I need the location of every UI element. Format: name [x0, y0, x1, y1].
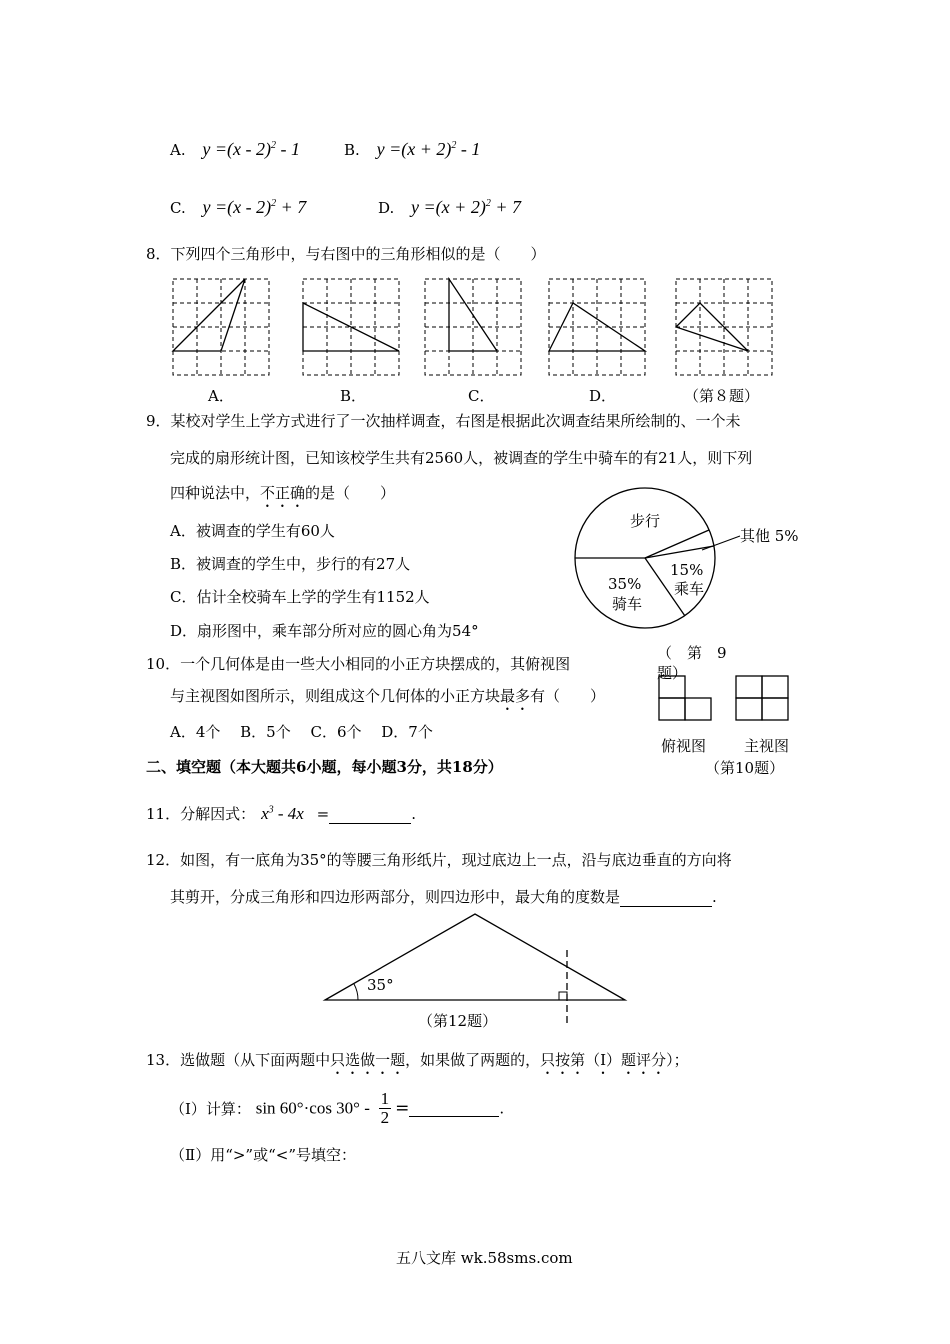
q9-pie-chart — [570, 478, 830, 648]
q7-option-b-label: B. — [344, 141, 360, 159]
q7-option-a-tail: - 1 — [276, 139, 300, 159]
q10-line2 — [170, 685, 605, 714]
q9-line2: 完成的扇形统计图，已知该校学生共有2560人，被调查的学生中骑车的有21人，则下列 — [170, 449, 753, 467]
pie-label-walk: 步行 — [630, 512, 661, 530]
q13-frac-den: 2 — [380, 1108, 390, 1127]
q11-text: 11．分解因式： — [146, 805, 256, 823]
q8-label-a: A． — [208, 387, 234, 405]
q10-line2-post: 有（ ） — [530, 687, 606, 705]
q11-expr-a: x — [261, 804, 269, 823]
q8-text: 8．下列四个三角形中，与右图中的三角形相似的是（ ） — [146, 245, 546, 263]
pie-label-other: 其他 5% — [740, 527, 799, 545]
q11-answer-blank[interactable] — [329, 807, 411, 824]
q10-front-view — [736, 676, 788, 720]
footer-text: 五八文库 wk.58sms.com — [396, 1249, 573, 1267]
q9-caption-b: 题） — [657, 664, 688, 682]
q7-option-c-expr: y =(x - 2) — [202, 197, 272, 217]
q8-figure-c — [425, 279, 521, 375]
q8-label-b: B． — [340, 387, 367, 405]
q11-eq: = — [311, 805, 330, 823]
q9-line3-post: 的是（ ） — [305, 484, 396, 502]
q9-line3 — [170, 482, 395, 511]
q7-option-d — [378, 197, 521, 218]
q13-part2: （Ⅱ）用“>”或“<”号填空： — [170, 1146, 357, 1164]
q11 — [146, 803, 416, 824]
q12-line2 — [170, 886, 717, 907]
q9-line3-emphasis: 不正确 — [260, 484, 306, 502]
q9-caption-a: （ 第 9 — [657, 644, 727, 662]
q10-line2-emphasis: 最多 — [500, 687, 531, 705]
section2-title: 二、填空题（本大题共6小题，每小题3分，共18分） — [146, 758, 503, 776]
q7-option-a-label: A. — [170, 141, 186, 159]
q8-figure-a — [173, 279, 269, 375]
q8-figure-ref — [676, 279, 772, 375]
q9-line1: 9．某校对学生上学方式进行了一次抽样调查，右图是根据此次调查结果所绘制的、一个未 — [146, 412, 741, 430]
q7-option-d-tail: + 7 — [490, 197, 521, 217]
q12-end: . — [712, 888, 717, 906]
q13-part1-end: . — [499, 1099, 505, 1118]
q13-answer-blank[interactable] — [409, 1100, 499, 1117]
q9-option-c: C．估计全校骑车上学的学生有1152人 — [170, 588, 430, 606]
q8-figure-b — [303, 279, 399, 375]
pie-label-bike-pct: 35% — [608, 575, 642, 593]
q7-option-a-sup: 2 — [271, 140, 276, 151]
pie-label-bike: 骑车 — [612, 595, 643, 613]
q8-figures — [0, 270, 950, 400]
q7-option-c — [170, 197, 306, 218]
q13-part1-expr: sin 60°·cos 30° - — [255, 1098, 370, 1118]
q8-label-c: C． — [468, 387, 495, 405]
q12-line1: 12．如图，有一底角为35°的等腰三角形纸片，现过底边上一点，沿与底边垂直的方向将 — [146, 851, 732, 869]
q11-expr-sup: 3 — [268, 804, 274, 816]
q7-option-b — [344, 139, 480, 160]
q7-option-a — [170, 139, 300, 160]
q9-line3-pre: 四种说法中， — [170, 484, 261, 502]
q13-part1 — [170, 1090, 504, 1134]
q10-top-view-label: 俯视图 — [661, 737, 707, 755]
q10-options: A．4个 B．5个 C．6个 D．7个 — [170, 723, 433, 741]
q7-option-d-expr: y =(x + 2) — [411, 197, 486, 217]
pie-label-bus: 乘车 — [674, 580, 705, 598]
q10-line2-pre: 与主视图如图所示，则组成这个几何体的小正方块 — [170, 687, 501, 705]
q9-option-a: A．被调查的学生有60人 — [170, 522, 335, 540]
q12-answer-blank[interactable] — [620, 890, 712, 907]
q9-option-d: D．扇形图中，乘车部分所对应的圆心角为54° — [170, 622, 479, 640]
q12-angle-label: 35° — [367, 976, 394, 994]
pie-label-bus-pct: 15% — [670, 561, 704, 579]
q7-option-a-expr: y =(x - 2) — [202, 139, 271, 159]
q10-caption: （第10题） — [705, 759, 785, 777]
q13-pre: 13．选做题（从下面两题中 — [146, 1051, 331, 1069]
q7-option-b-tail: - 1 — [456, 139, 481, 159]
q7-option-c-sup: 2 — [271, 198, 277, 209]
q11-end: . — [411, 805, 416, 823]
q8-caption: （第８题） — [684, 387, 760, 405]
q7-option-b-expr: y =(x + 2) — [376, 139, 452, 159]
q7-option-c-label: C. — [170, 199, 186, 217]
q10-top-view — [659, 676, 711, 720]
q7-option-d-label: D. — [378, 199, 395, 217]
q13-part1-label: （Ⅰ）计算： — [170, 1100, 251, 1118]
q10-front-view-label: 主视图 — [744, 737, 790, 755]
q13-mid: ，如果做了两题的， — [405, 1051, 541, 1069]
q10-views — [658, 675, 798, 725]
q12-line2-text: 其剪开，分成三角形和四边形两部分，则四边形中，最大角的度数是 — [170, 888, 621, 906]
q7-option-d-sup: 2 — [485, 198, 491, 209]
q10-line1: 10．一个几何体是由一些大小相同的小正方块摆成的，其俯视图 — [146, 655, 571, 673]
q7-option-c-tail: + 7 — [276, 197, 307, 217]
q13-part1-eq: = — [395, 1098, 410, 1119]
q13-fraction — [379, 1090, 392, 1127]
q9-option-b: B．被调查的学生中，步行的有27人 — [170, 555, 411, 573]
q13-emphasis-2: 只按第（Ⅰ）题评分 — [540, 1051, 667, 1069]
q13-emphasis-1: 只选做一题 — [330, 1051, 406, 1069]
q13-frac-num: 1 — [380, 1089, 390, 1108]
q11-expr-b: - 4x — [273, 804, 304, 823]
q12-caption: （第12题） — [418, 1012, 498, 1030]
q13-title — [146, 1049, 689, 1078]
q7-option-b-sup: 2 — [451, 140, 457, 151]
q8-figure-d — [549, 279, 645, 375]
q13-post: ）； — [666, 1051, 689, 1069]
q8-label-d: D． — [589, 387, 617, 405]
